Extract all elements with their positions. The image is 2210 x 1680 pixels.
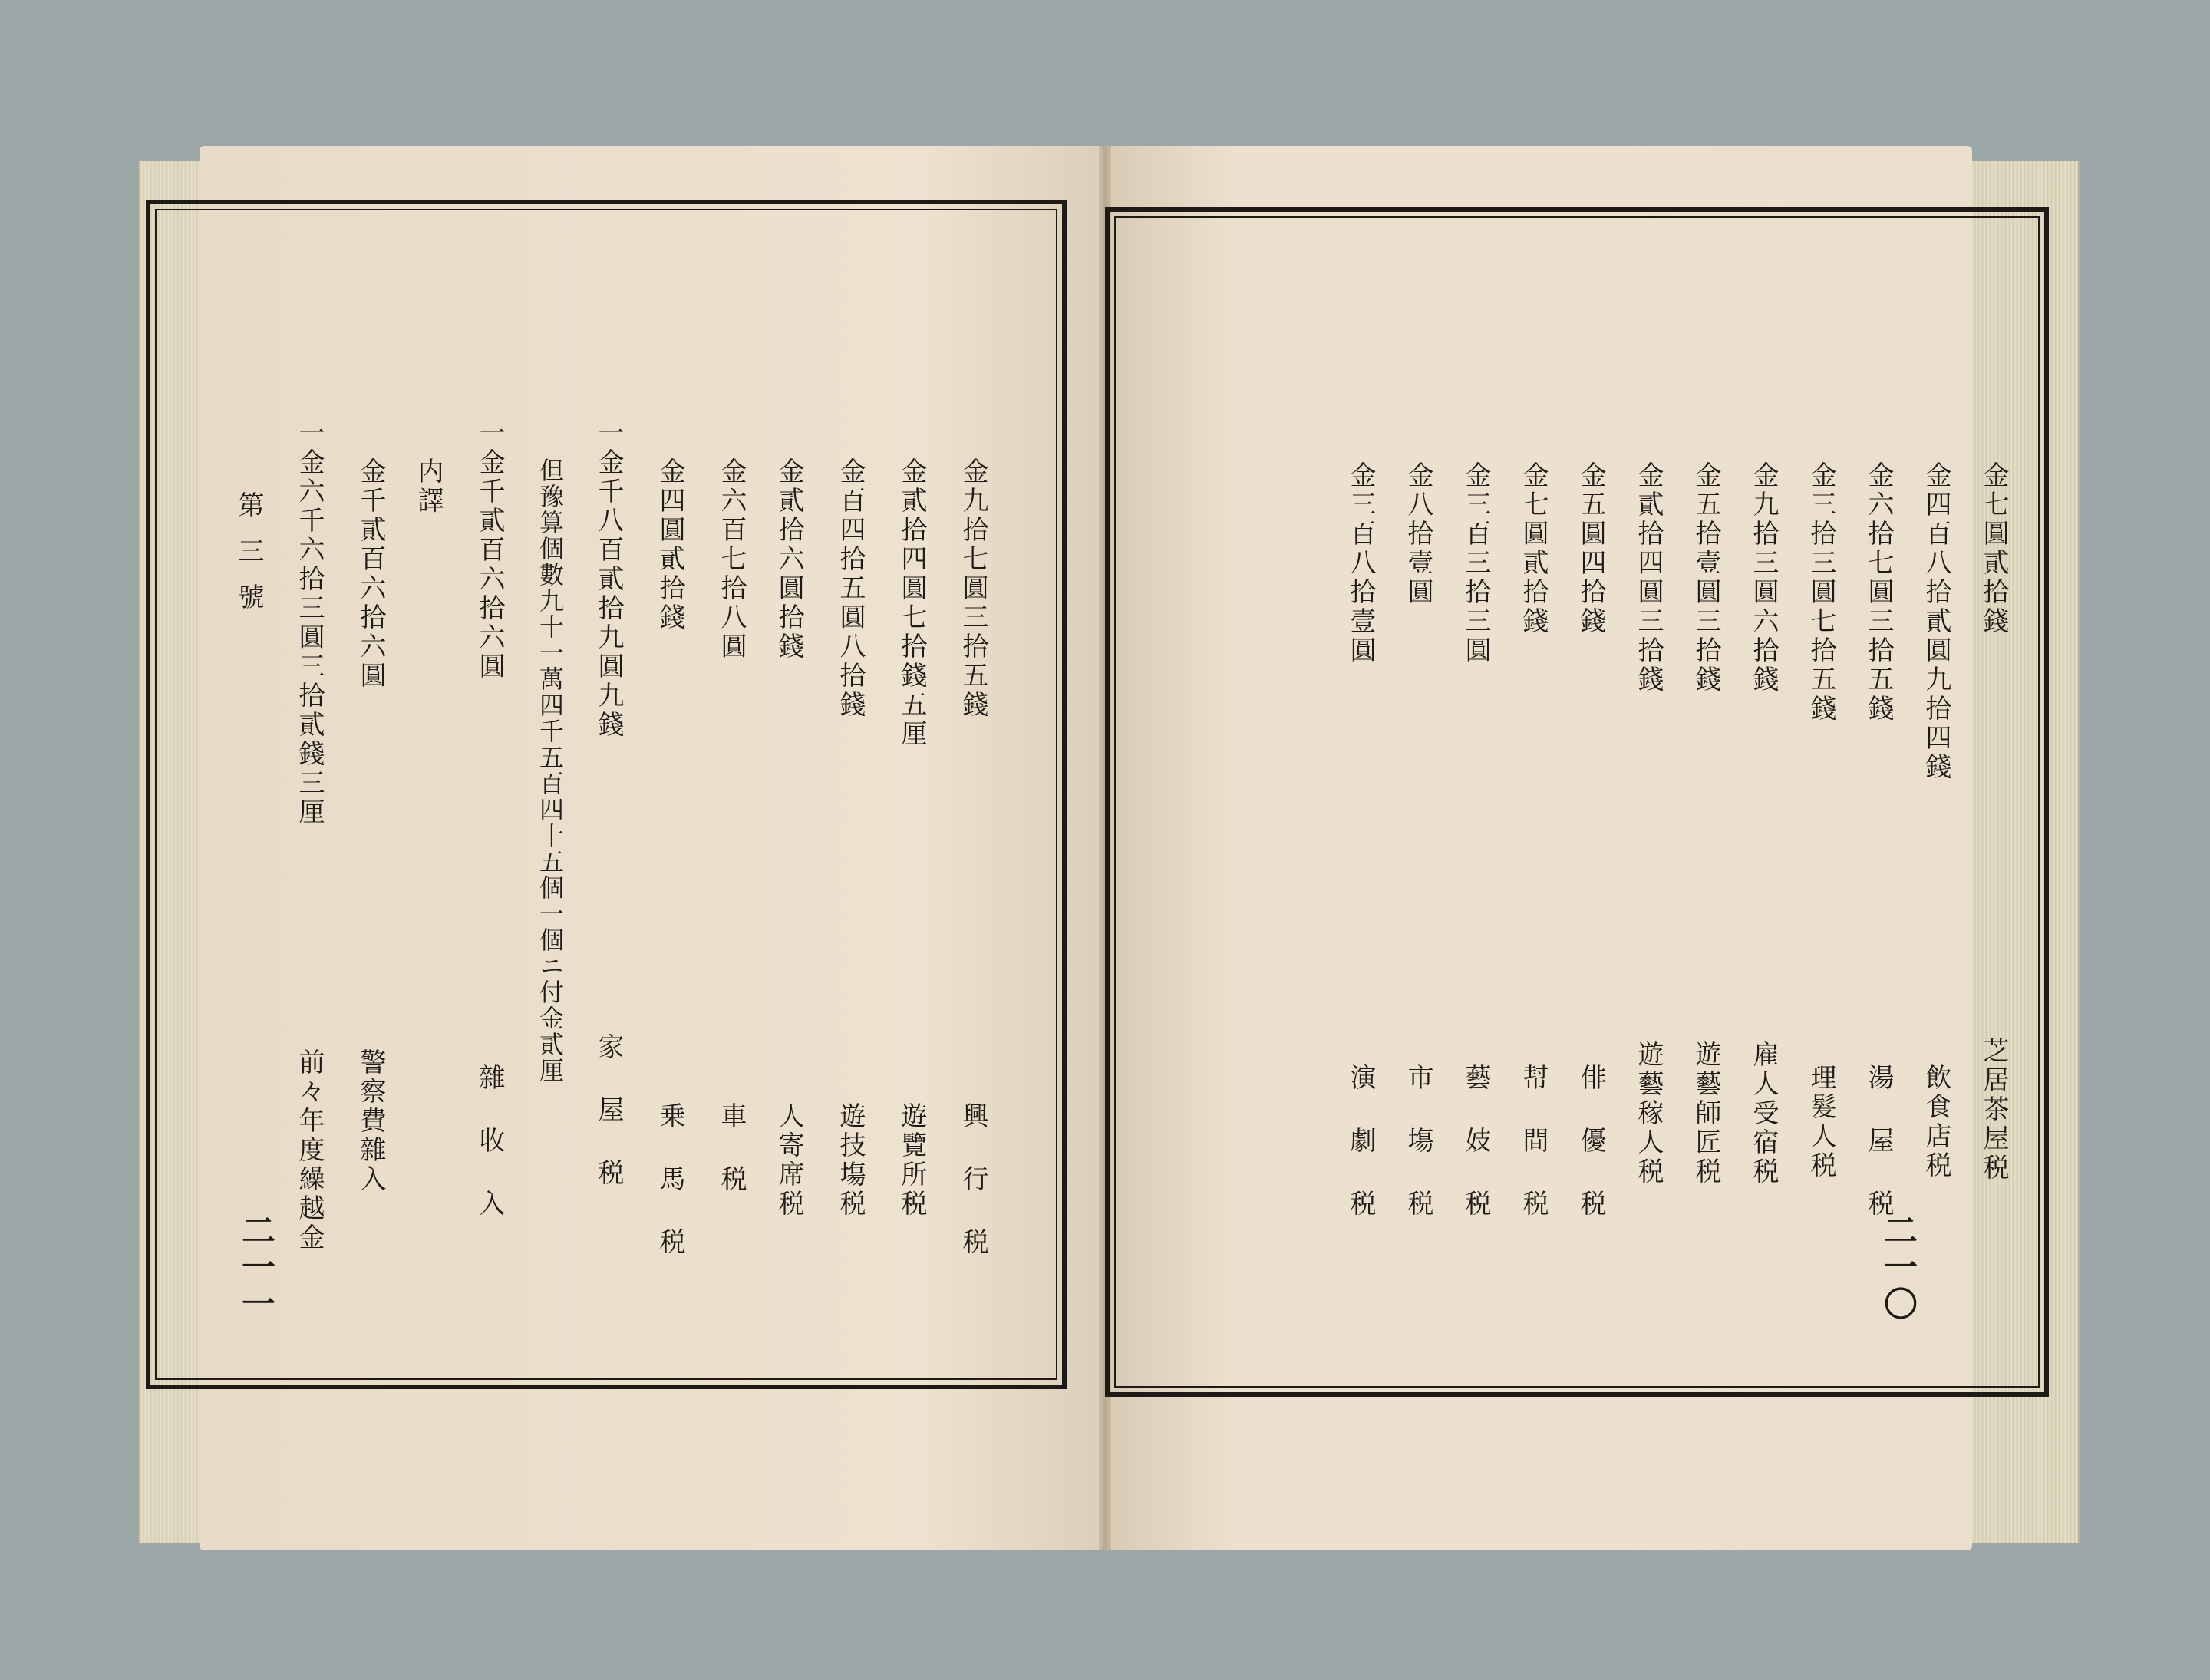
left-text-frame [146, 200, 1067, 1389]
right-col-7-label: 遊藝稼人税 [1633, 1041, 1664, 1187]
left-col-4-amount: 金貳拾六圓拾錢 [774, 457, 804, 662]
left-col-11-amount: 金千貳百六拾六圓 [355, 457, 386, 691]
right-col-10-label: 藝 妓 税 [1460, 1064, 1491, 1219]
left-col-3-label: 遊技塲税 [835, 1102, 866, 1219]
left-col-1-amount: 金九拾七圓三拾五錢 [958, 457, 988, 720]
right-col-4-label: 理髮人税 [1806, 1064, 1836, 1180]
right-col-9-label: 幇 間 税 [1518, 1064, 1549, 1219]
right-col-2-label: 飲食店税 [1921, 1064, 1951, 1180]
left-col-9-label: 雜 收 入 [474, 1064, 505, 1219]
left-col-2-label: 遊覽所税 [896, 1102, 927, 1219]
right-col-12-label: 演 劇 税 [1345, 1064, 1376, 1219]
right-col-6-label: 遊藝師匠税 [1690, 1041, 1721, 1187]
right-col-5-amount: 金九拾三圓六拾錢 [1748, 461, 1779, 695]
right-col-2-amount: 金四百八拾貳圓九拾四錢 [1921, 461, 1951, 782]
left-col-7-amount: 一金千八百貳拾九圓九錢 [593, 419, 624, 740]
right-col-11-label: 市 塲 税 [1403, 1064, 1433, 1219]
left-col-5-amount: 金六百七拾八圓 [716, 457, 747, 662]
right-col-7-amount: 金貳拾四圓三拾錢 [1633, 461, 1664, 695]
right-col-1-amount: 金七圓貳拾錢 [1978, 461, 2009, 636]
right-col-3-label: 湯 屋 税 [1863, 1064, 1894, 1219]
left-col-5-label: 車 税 [716, 1102, 747, 1194]
left-col-1-label: 興 行 税 [958, 1102, 988, 1257]
right-col-9-amount: 金七圓貳拾錢 [1518, 461, 1549, 636]
left-col-9-amount: 一金千貳百六拾六圓 [474, 419, 505, 682]
right-col-8-amount: 金五圓四拾錢 [1575, 461, 1606, 636]
left-col-6-label: 乗 馬 税 [655, 1102, 685, 1257]
left-col-12-label: 前々年度繰越金 [294, 1048, 325, 1253]
right-col-11-amount: 金八拾壹圓 [1403, 461, 1433, 607]
left-col-6-amount: 金四圓貳拾錢 [655, 457, 685, 632]
left-col-2-amount: 金貳拾四圓七拾錢五厘 [896, 457, 927, 749]
right-col-12-amount: 金三百八拾壹圓 [1345, 461, 1376, 665]
left-col-11-label: 警察費雜入 [355, 1048, 386, 1194]
left-col-12-amount: 一金六千六拾三圓三拾貳錢三厘 [294, 419, 325, 827]
right-page-number: 二一〇 [1878, 1213, 1917, 1323]
right-col-8-label: 俳 優 税 [1575, 1064, 1606, 1219]
left-page-number: 二一一 [236, 1213, 275, 1323]
right-col-1-label: 芝居茶屋税 [1978, 1037, 2009, 1183]
left-col-3-amount: 金百四拾五圓八拾錢 [835, 457, 866, 720]
right-col-6-amount: 金五拾壹圓三拾錢 [1690, 461, 1721, 695]
left-col-7-label: 家 屋 税 [593, 1033, 624, 1188]
left-page-header: 第三號 [233, 491, 264, 629]
left-col-10-breakdown: 内譯 [413, 457, 444, 516]
left-col-4-label: 人寄席税 [774, 1102, 804, 1219]
right-col-4-amount: 金三拾三圓七拾五錢 [1806, 461, 1836, 724]
left-col-8-note: 但豫算個數九十一萬四千五百四十五個一個ニ付金貳厘 [536, 457, 565, 1084]
right-col-10-amount: 金三百三拾三圓 [1460, 461, 1491, 665]
right-col-3-amount: 金六拾七圓三拾五錢 [1863, 461, 1894, 724]
right-col-5-label: 雇人受宿税 [1748, 1041, 1779, 1187]
